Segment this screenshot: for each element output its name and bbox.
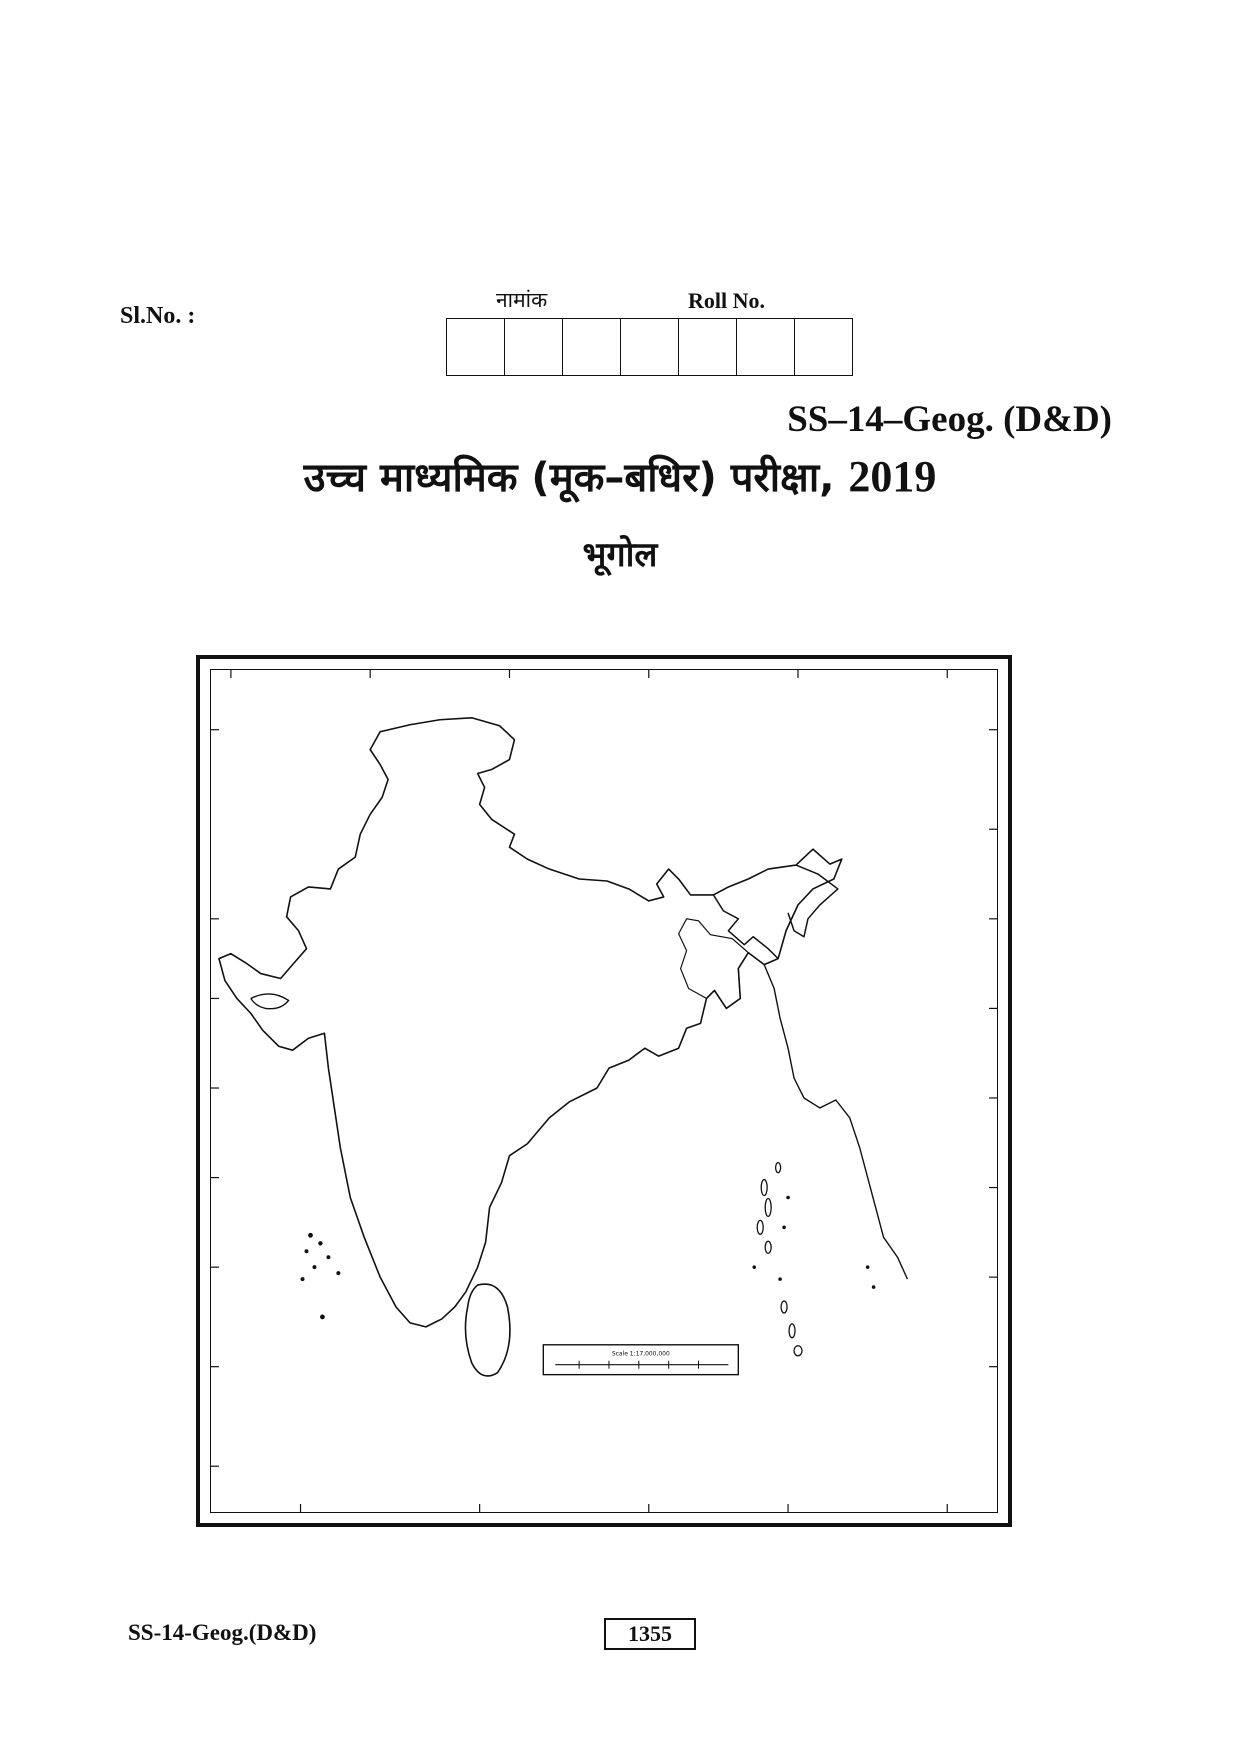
roll-box[interactable] [737, 318, 795, 376]
serial-number-label: Sl.No. : [120, 303, 196, 329]
map-scale-bar [543, 1345, 738, 1375]
exam-title-text: उच्च माध्यमिक (मूक–बधिर) परीक्षा, [303, 455, 835, 501]
northeast-outline [713, 865, 837, 959]
bangladesh-border [679, 919, 749, 1009]
roll-box[interactable] [505, 318, 563, 376]
roll-number-boxes [446, 318, 853, 376]
roll-box[interactable] [447, 318, 505, 376]
map-frame [196, 655, 1012, 1527]
myanmar-coast [764, 965, 907, 1280]
roll-label-hindi: नामांक [496, 288, 548, 312]
sri-lanka-outline [465, 1284, 509, 1376]
footer-paper-code: SS-14-Geog.(D&D) [128, 1620, 317, 1645]
india-outline-map [211, 670, 997, 1512]
andaman-nicobar-islands [757, 1163, 802, 1356]
lakshadweep-islands [301, 1233, 341, 1319]
page-number-box: 1355 [604, 1618, 696, 1650]
roll-box[interactable] [563, 318, 621, 376]
roll-box[interactable] [679, 318, 737, 376]
paper-code: SS–14–Geog. (D&D) [787, 399, 1112, 440]
roll-label-english: Roll No. [688, 288, 765, 313]
roll-box[interactable] [621, 318, 679, 376]
subject-title: भूगोल [582, 535, 658, 575]
roll-box[interactable] [795, 318, 853, 376]
map-inner-border [210, 669, 998, 1513]
exam-title [0, 448, 1240, 503]
scale-text: Scale 1:17,000,000 [611, 1350, 670, 1358]
map-border-ticks [211, 670, 997, 1512]
gulf-of-kutch [251, 994, 289, 1009]
exam-year: 2019 [848, 452, 937, 501]
